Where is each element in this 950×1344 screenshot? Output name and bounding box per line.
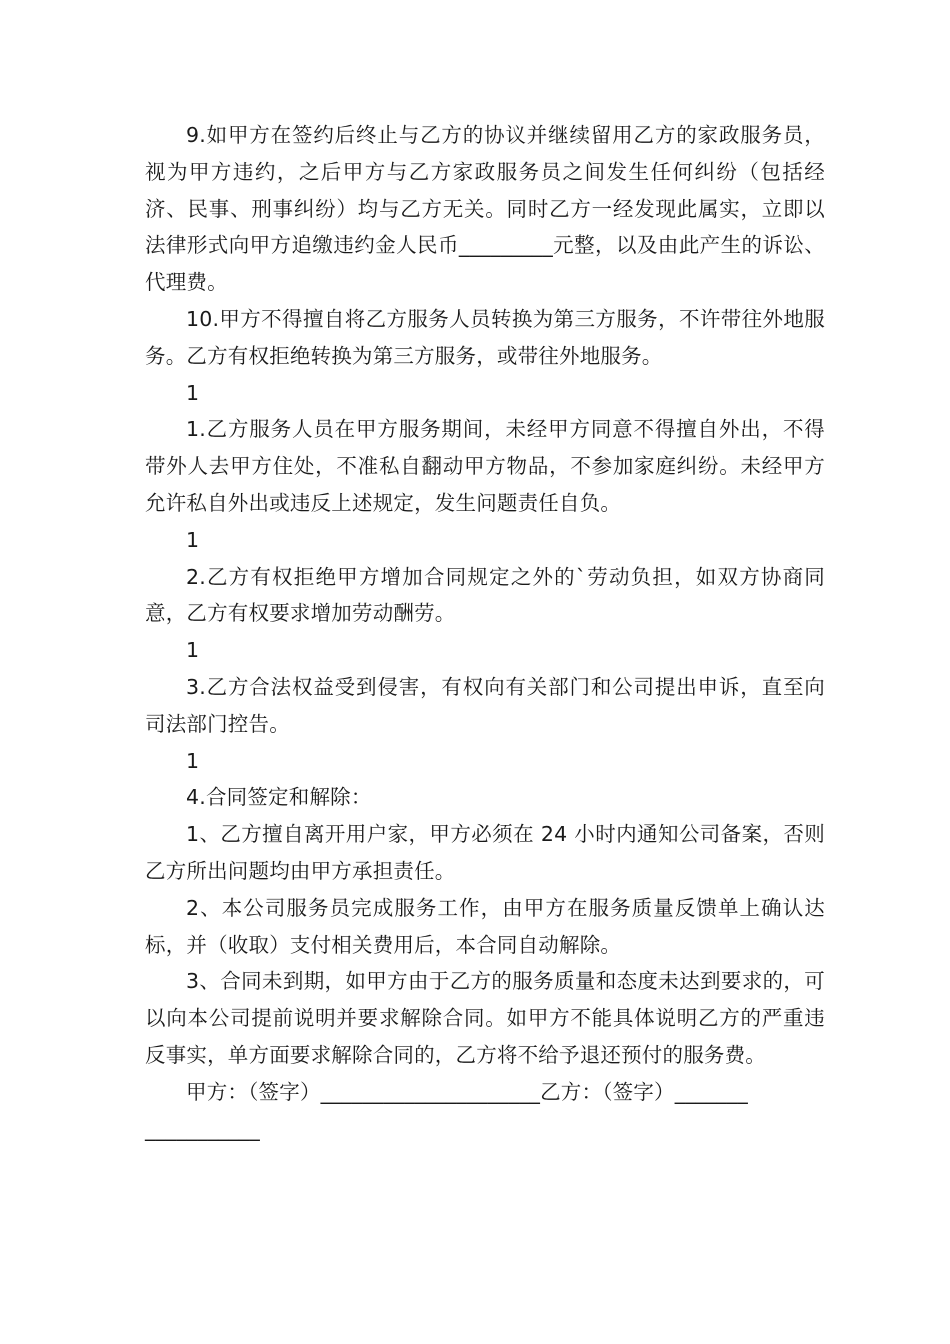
- section-number: 1: [186, 638, 200, 663]
- termination-clause-1: 1、乙方擅自离开用户家，甲方必须在 24 小时内通知公司备案，否则乙方所出问题均由甲方承担责任。: [145, 822, 825, 883]
- party-b-clause-1: 1.乙方服务人员在甲方服务期间，未经甲方同意不得擅自外出，不得带外人去甲方住处，不准私自翻动甲方物品，不参加家庭纠纷。未经甲方允许私自外出或违反上述规定，发生问题责任自负。: [145, 417, 825, 515]
- section-heading-signing-termination: 4.合同签定和解除：: [186, 785, 372, 810]
- clause-10: 10.甲方不得擅自将乙方服务人员转换为第三方服务，不许带往外地服务。乙方有权拒绝转换为第三方服务，或带往外地服务。: [145, 306, 825, 368]
- party-b-clause-2: 2.乙方有权拒绝甲方增加合同规定之外的`劳动负担，如双方协商同意，乙方有权要求增加劳动酬劳。: [145, 564, 825, 626]
- section-number: 1: [186, 527, 200, 552]
- document-page: [145, 117, 825, 1147]
- termination-clause-3: 3、合同未到期，如甲方由于乙方的服务质量和态度未达到要求的，可以向本公司提前说明并要求解除合同。如甲方不能具体说明乙方的严重违反事实，单方面要求解除合同的，乙方将不给予退还预付的服务费。: [145, 969, 825, 1067]
- signature-line-continuation: ___________: [145, 1116, 260, 1141]
- section-number: 1: [186, 380, 200, 405]
- clause-9: 9.如甲方在签约后终止与乙方的协议并继续留用乙方的家政服务员，视为甲方违约，之后甲方与乙方家政服务员之间发生任何纠纷（包括经济、民事、刑事纠纷）均与乙方无关。同时乙方一经发现此属实，立即以法律形式向甲方追缴违约金人民币_________元整，以及由此产生的诉讼、代理费。: [145, 123, 825, 295]
- termination-clause-2: 2、本公司服务员完成服务工作，由甲方在服务质量反馈单上确认达标，并（收取）支付相关费用后，本合同自动解除。: [145, 895, 825, 957]
- section-number: 1: [186, 748, 200, 773]
- signature-line: 甲方：（签字）_____________________乙方：（签字）_______: [186, 1079, 748, 1104]
- party-b-clause-3: 3.乙方合法权益受到侵害，有权向有关部门和公司提出申诉，直至向司法部门控告。: [145, 674, 825, 736]
